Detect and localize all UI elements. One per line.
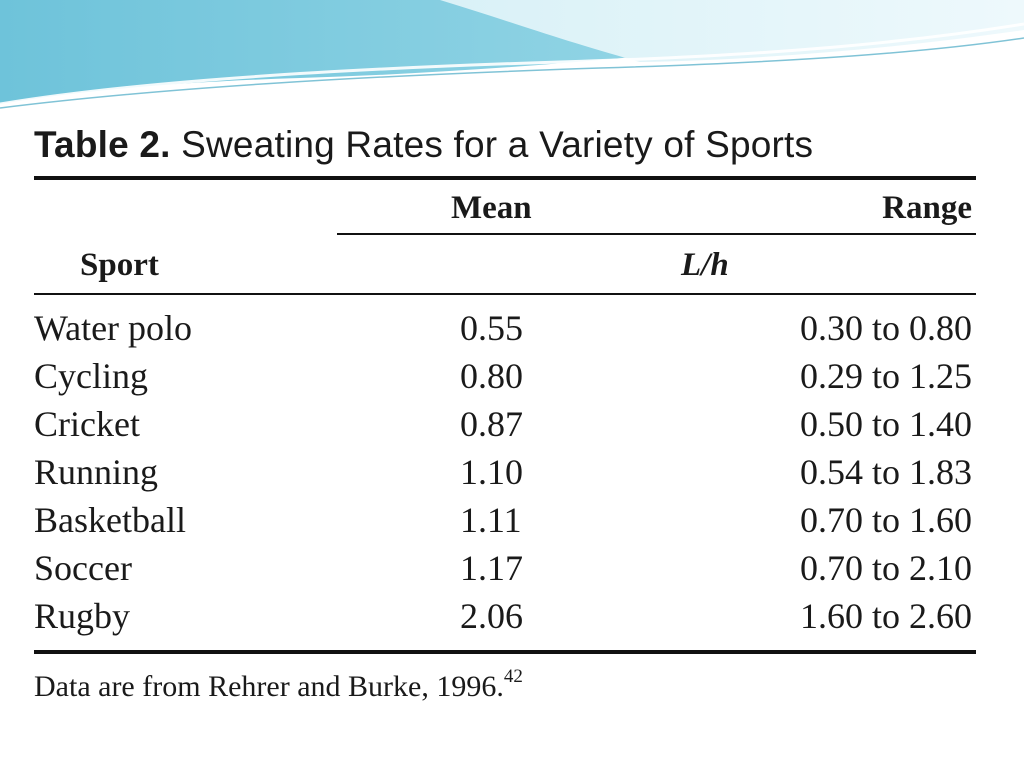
column-header-unit: L/h	[681, 247, 729, 283]
cell-mean: 0.80	[460, 356, 523, 396]
cell-sport: Water polo	[34, 308, 193, 348]
cell-range: 0.30 to 0.80	[799, 308, 972, 348]
cell-sport: Soccer	[34, 548, 132, 588]
cell-sport: Running	[34, 452, 159, 492]
footnote-reference: 42	[503, 666, 523, 687]
column-header-sport: Sport	[80, 247, 159, 283]
table-footnote	[34, 666, 523, 704]
cell-sport: Basketball	[34, 500, 186, 540]
cell-mean: 0.55	[460, 308, 523, 348]
header-bottom-rule	[34, 293, 976, 295]
cell-mean: 1.11	[460, 500, 522, 540]
cell-range: 0.29 to 1.25	[799, 356, 972, 396]
table-bottom-rule	[34, 650, 976, 654]
table-top-rule	[34, 176, 976, 180]
cell-range: 0.50 to 1.40	[799, 404, 972, 444]
column-header-range: Range	[882, 190, 972, 226]
cell-range: 1.60 to 2.60	[799, 596, 972, 636]
table-title	[34, 124, 813, 166]
header-swoosh-decoration	[0, 0, 1024, 110]
footnote-text: Data are from Rehrer and Burke, 1996.	[34, 670, 504, 703]
cell-sport: Cricket	[34, 404, 140, 444]
column-header-mean: Mean	[451, 190, 532, 226]
cell-sport: Cycling	[34, 356, 148, 396]
cell-mean: 1.17	[460, 548, 523, 588]
cell-range: 0.70 to 2.10	[799, 548, 972, 588]
table-title-text: Sweating Rates for a Variety of Sports	[181, 124, 814, 165]
cell-sport: Rugby	[34, 596, 131, 636]
cell-range: 0.54 to 1.83	[799, 452, 972, 492]
cell-range: 0.70 to 1.60	[799, 500, 972, 540]
table-label: Table 2.	[34, 124, 171, 165]
cell-mean: 2.06	[460, 596, 523, 636]
cell-mean: 1.10	[460, 452, 523, 492]
header-span-rule	[337, 233, 976, 235]
cell-mean: 0.87	[460, 404, 523, 444]
